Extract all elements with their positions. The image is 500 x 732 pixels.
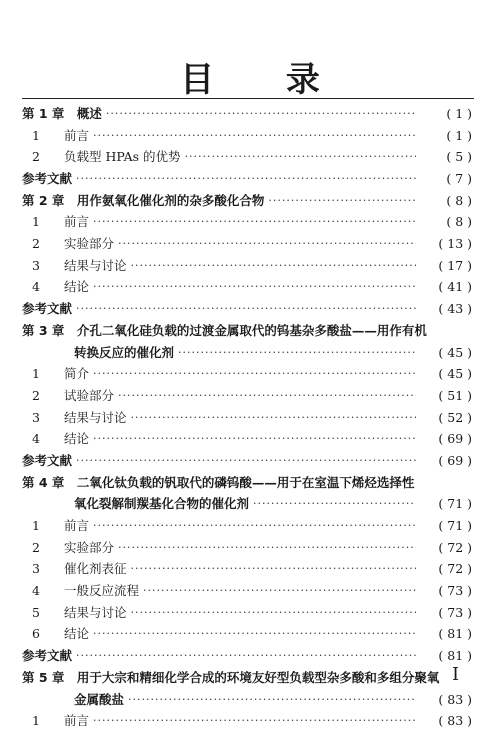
toc-section-entry xyxy=(22,233,472,255)
toc-section-entry xyxy=(22,255,472,277)
page-ref: ( 45 ) xyxy=(438,366,472,382)
entry-title: 转换反应的催化剂 xyxy=(74,344,175,360)
page-ref: ( 71 ) xyxy=(438,518,472,534)
section-title: 前言 xyxy=(64,127,90,143)
dot-leader xyxy=(93,276,416,298)
title-rule xyxy=(22,98,474,99)
toc-chapter-entry xyxy=(22,667,472,689)
entry-label xyxy=(22,146,181,168)
page-ref: ( 81 ) xyxy=(438,626,472,642)
section-number: 1 xyxy=(32,127,40,143)
dot-leader xyxy=(118,233,416,255)
section-number: 1 xyxy=(32,713,40,729)
toc-section-entry xyxy=(22,146,472,168)
page-number: I xyxy=(452,664,460,685)
toc-chapter-continuation xyxy=(22,493,472,515)
dot-leader xyxy=(131,407,416,429)
toc-section-entry xyxy=(22,537,472,559)
section-number: 3 xyxy=(32,409,40,425)
toc-section-entry xyxy=(22,277,472,299)
page-ref: ( 73 ) xyxy=(438,583,472,599)
dot-leader xyxy=(131,602,416,624)
page-ref: ( 69 ) xyxy=(438,431,472,447)
page-ref: ( 83 ) xyxy=(438,691,472,707)
dot-leader xyxy=(93,623,416,645)
page-ref: ( 83 ) xyxy=(438,713,472,729)
table-of-contents xyxy=(22,103,472,732)
toc-chapter-entry xyxy=(22,103,472,125)
dot-leader xyxy=(118,385,416,407)
toc-section-entry xyxy=(22,580,472,602)
dot-leader xyxy=(143,580,416,602)
section-number: 1 xyxy=(32,366,40,382)
toc-section-entry xyxy=(22,515,472,537)
dot-leader xyxy=(131,255,416,277)
toc-chapter-continuation xyxy=(22,342,472,364)
page-ref: ( 41 ) xyxy=(438,279,472,295)
dot-leader xyxy=(76,645,416,667)
section-title: 结论 xyxy=(64,431,90,447)
page-ref: ( 13 ) xyxy=(438,236,472,252)
page-ref: ( 81 ) xyxy=(438,648,472,664)
section-number: 2 xyxy=(32,539,40,555)
section-title: 简介 xyxy=(64,366,90,382)
entry-label xyxy=(22,580,139,602)
page-title: 目 录 xyxy=(180,60,350,100)
section-number: 1 xyxy=(32,518,40,534)
entry-label xyxy=(22,255,127,277)
dot-leader xyxy=(93,428,416,450)
entry-title: 参考文献 xyxy=(22,301,73,317)
section-title: 结论 xyxy=(64,279,90,295)
section-number: 4 xyxy=(32,279,40,295)
entry-title: 参考文献 xyxy=(22,171,73,187)
section-number: 3 xyxy=(32,257,40,273)
toc-section-entry xyxy=(22,211,472,233)
section-number: 2 xyxy=(32,149,40,165)
dot-leader xyxy=(106,103,416,125)
section-number: 4 xyxy=(32,431,40,447)
dot-leader xyxy=(93,211,416,233)
section-title: 结论 xyxy=(64,626,90,642)
entry-title: 第 4 章 二氧化钛负载的钒取代的磷钨酸——用于在室温下烯烃选择性 xyxy=(22,474,415,490)
entry-label xyxy=(22,428,89,450)
section-title: 负载型 HPAs 的优势 xyxy=(64,149,181,165)
dot-leader xyxy=(76,450,416,472)
toc-section-entry xyxy=(22,385,472,407)
entry-title: 第 3 章 介孔二氧化硅负载的过渡金属取代的钨基杂多酸盐——用作有机 xyxy=(22,322,427,338)
dot-leader xyxy=(131,558,416,580)
dot-leader xyxy=(76,168,416,190)
entry-label xyxy=(22,407,127,429)
section-title: 一般反应流程 xyxy=(64,583,140,599)
dot-leader xyxy=(76,298,416,320)
page-ref: ( 8 ) xyxy=(446,214,472,230)
section-title: 实验部分 xyxy=(64,539,115,555)
dot-leader xyxy=(128,689,416,711)
toc-references-entry xyxy=(22,450,472,472)
entry-label xyxy=(22,623,89,645)
page-ref: ( 52 ) xyxy=(438,409,472,425)
dot-leader xyxy=(118,537,416,559)
section-number: 4 xyxy=(32,583,40,599)
section-title: 前言 xyxy=(64,518,90,534)
page-ref: ( 8 ) xyxy=(446,192,472,208)
toc-chapter-entry xyxy=(22,320,472,342)
section-title: 前言 xyxy=(64,713,90,729)
dot-leader xyxy=(253,493,416,515)
section-number: 3 xyxy=(32,561,40,577)
toc-references-entry xyxy=(22,298,472,320)
toc-section-entry xyxy=(22,363,472,385)
entry-label xyxy=(22,363,89,385)
entry-label xyxy=(22,558,127,580)
entry-title: 第 5 章 用于大宗和精细化学合成的环境友好型负载型杂多酸和多组分聚氧 xyxy=(22,669,440,685)
entry-label xyxy=(22,125,89,147)
dot-leader xyxy=(93,125,416,147)
entry-title: 金属酸盐 xyxy=(74,691,125,707)
dot-leader xyxy=(93,710,416,732)
entry-label xyxy=(22,515,89,537)
section-title: 结果与讨论 xyxy=(64,257,127,273)
page-ref: ( 17 ) xyxy=(438,257,472,273)
section-number: 6 xyxy=(32,626,40,642)
toc-section-entry xyxy=(22,624,472,646)
toc-chapter-entry xyxy=(22,190,472,212)
toc-section-entry xyxy=(22,710,472,732)
toc-chapter-continuation xyxy=(22,689,472,711)
section-number: 2 xyxy=(32,236,40,252)
entry-label xyxy=(22,537,114,559)
toc-chapter-entry xyxy=(22,472,472,494)
section-number: 5 xyxy=(32,604,40,620)
page-ref: ( 7 ) xyxy=(446,171,472,187)
page-ref: ( 5 ) xyxy=(446,149,472,165)
entry-title: 第 1 章 概述 xyxy=(22,105,102,121)
entry-title: 第 2 章 用作氨氧化催化剂的杂多酸化合物 xyxy=(22,192,265,208)
entry-label xyxy=(22,602,127,624)
section-title: 前言 xyxy=(64,214,90,230)
section-number: 2 xyxy=(32,387,40,403)
entry-label xyxy=(22,710,89,732)
entry-title: 参考文献 xyxy=(22,648,73,664)
page-ref: ( 45 ) xyxy=(438,344,472,360)
entry-label xyxy=(22,233,114,255)
section-title: 催化剂表征 xyxy=(64,561,127,577)
section-number: 1 xyxy=(32,214,40,230)
toc-section-entry xyxy=(22,125,472,147)
page-ref: ( 51 ) xyxy=(438,387,472,403)
section-title: 实验部分 xyxy=(64,236,115,252)
page-ref: ( 72 ) xyxy=(438,561,472,577)
page-ref: ( 1 ) xyxy=(446,127,472,143)
toc-section-entry xyxy=(22,428,472,450)
toc-references-entry xyxy=(22,645,472,667)
page-ref: ( 43 ) xyxy=(438,301,472,317)
dot-leader xyxy=(93,363,416,385)
entry-label xyxy=(22,276,89,298)
toc-section-entry xyxy=(22,602,472,624)
page-ref: ( 72 ) xyxy=(438,539,472,555)
section-title: 结果与讨论 xyxy=(64,604,127,620)
dot-leader xyxy=(93,515,416,537)
entry-title: 氧化裂解制羰基化合物的催化剂 xyxy=(74,496,250,512)
entry-label xyxy=(22,211,89,233)
page-ref: ( 71 ) xyxy=(438,496,472,512)
page-ref: ( 73 ) xyxy=(438,604,472,620)
entry-label xyxy=(22,385,114,407)
page-ref: ( 1 ) xyxy=(446,105,472,121)
page-ref: ( 69 ) xyxy=(438,452,472,468)
section-title: 试验部分 xyxy=(64,387,115,403)
dot-leader xyxy=(185,146,416,168)
entry-title: 参考文献 xyxy=(22,452,73,468)
dot-leader xyxy=(268,190,416,212)
toc-section-entry xyxy=(22,407,472,429)
toc-references-entry xyxy=(22,168,472,190)
section-title: 结果与讨论 xyxy=(64,409,127,425)
dot-leader xyxy=(178,342,416,364)
toc-section-entry xyxy=(22,558,472,580)
